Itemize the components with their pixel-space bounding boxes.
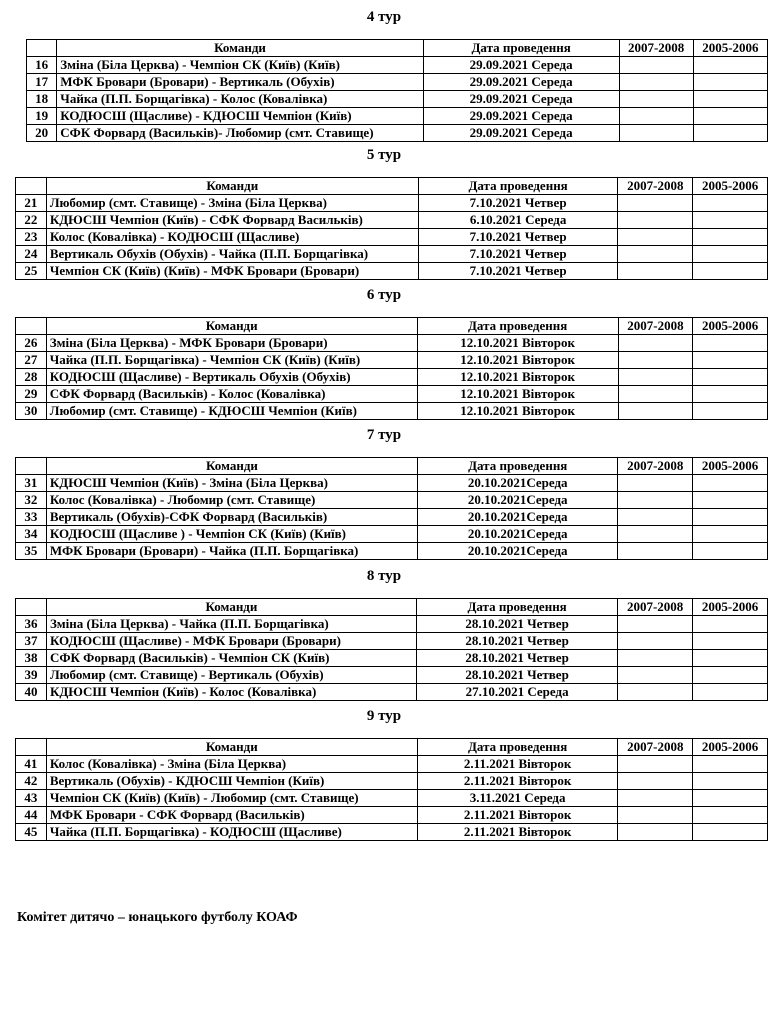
result-2005-2006-cell: [693, 74, 767, 91]
match-date: 7.10.2021 Четвер: [418, 195, 618, 212]
round-title: 6 тур: [366, 287, 402, 303]
match-date: 12.10.2021 Вівторок: [417, 386, 618, 403]
result-2007-2008-cell: [618, 616, 693, 633]
table-row: [16, 616, 768, 633]
result-2007-2008-cell: [618, 807, 693, 824]
header-number-cell: [16, 739, 47, 756]
match-teams: Любомир (смт. Ставище) - КДЮСШ Чемпіон (Київ): [46, 403, 417, 420]
match-number: 38: [16, 650, 47, 667]
result-2007-2008-cell: [618, 195, 693, 212]
table-row: [16, 650, 768, 667]
result-2007-2008-cell: [618, 229, 693, 246]
table-row: [16, 543, 768, 560]
match-date: 12.10.2021 Вівторок: [417, 369, 618, 386]
round-title: 5 тур: [366, 147, 402, 163]
result-2007-2008-cell: [618, 633, 693, 650]
match-teams: МФК Бровари - СФК Форвард (Васильків): [46, 807, 417, 824]
header-teams: Команди: [46, 739, 417, 756]
result-2005-2006-cell: [693, 790, 768, 807]
match-teams: Чемпіон СК (Київ) (Київ) - Любомир (смт. Ставище): [46, 790, 417, 807]
table-row: [16, 246, 768, 263]
header-teams: Команди: [46, 318, 417, 335]
table-header-row: [27, 40, 768, 57]
header-age-2007-2008: 2007-2008: [618, 458, 693, 475]
match-number: 26: [16, 335, 47, 352]
result-2007-2008-cell: [618, 790, 693, 807]
match-teams: КОДЮСШ (Щасливе) - Вертикаль Обухів (Обухів): [46, 369, 417, 386]
match-teams: Чайка (П.П. Борщагівка) - Чемпіон СК (Київ) (Київ): [46, 352, 417, 369]
header-date: Дата проведення: [417, 739, 618, 756]
result-2005-2006-cell: [693, 57, 767, 74]
table-row: [27, 125, 768, 142]
result-2007-2008-cell: [619, 108, 693, 125]
header-date: Дата проведення: [418, 178, 618, 195]
table-row: [16, 263, 768, 280]
result-2007-2008-cell: [618, 773, 693, 790]
match-teams: СФК Форвард (Васильків) - Чемпіон СК (Київ): [46, 650, 416, 667]
header-teams: Команди: [46, 458, 417, 475]
result-2007-2008-cell: [618, 403, 693, 420]
match-teams: КОДЮСШ (Щасливе) - КДЮСШ Чемпіон (Київ): [57, 108, 423, 125]
match-date: 28.10.2021 Четвер: [416, 633, 617, 650]
result-2007-2008-cell: [618, 824, 693, 841]
result-2005-2006-cell: [693, 684, 768, 701]
match-number: 22: [16, 212, 47, 229]
table-header-row: [16, 318, 768, 335]
result-2007-2008-cell: [618, 369, 693, 386]
match-date: 28.10.2021 Четвер: [416, 667, 617, 684]
match-number: 43: [16, 790, 47, 807]
result-2007-2008-cell: [618, 352, 693, 369]
table-row: [16, 667, 768, 684]
table-row: [16, 369, 768, 386]
result-2007-2008-cell: [618, 386, 693, 403]
match-date: 12.10.2021 Вівторок: [417, 335, 618, 352]
result-2005-2006-cell: [693, 492, 768, 509]
match-number: 29: [16, 386, 47, 403]
match-number: 44: [16, 807, 47, 824]
result-2007-2008-cell: [618, 246, 693, 263]
footer-committee: Комітет дитячо – юнацького футболу КОАФ: [17, 910, 298, 925]
match-number: 30: [16, 403, 47, 420]
result-2007-2008-cell: [618, 526, 693, 543]
match-date: 20.10.2021Середа: [418, 492, 618, 509]
round-table: [15, 457, 768, 560]
match-teams: Любомир (смт. Ставище) - Зміна (Біла Церква): [46, 195, 418, 212]
result-2007-2008-cell: [618, 684, 693, 701]
match-teams: Колос (Ковалівка) - КОДЮСШ (Щасливе): [46, 229, 418, 246]
result-2005-2006-cell: [693, 246, 768, 263]
result-2005-2006-cell: [693, 650, 768, 667]
match-number: 16: [27, 57, 57, 74]
match-teams: Любомир (смт. Ставище) - Вертикаль (Обухів): [46, 667, 416, 684]
match-teams: СФК Форвард (Васильків) - Колос (Ковалівка): [46, 386, 417, 403]
header-date: Дата проведення: [417, 318, 618, 335]
table-header-row: [16, 458, 768, 475]
match-teams: Вертикаль Обухів (Обухів) - Чайка (П.П. Борщагівка): [46, 246, 418, 263]
match-number: 42: [16, 773, 47, 790]
header-number-cell: [16, 599, 47, 616]
result-2005-2006-cell: [693, 229, 768, 246]
match-date: 20.10.2021Середа: [418, 526, 618, 543]
match-number: 32: [16, 492, 47, 509]
header-teams: Команди: [57, 40, 423, 57]
match-date: 12.10.2021 Вівторок: [417, 403, 618, 420]
round-table: [15, 177, 768, 280]
match-number: 23: [16, 229, 47, 246]
match-date: 2.11.2021 Вівторок: [417, 824, 618, 841]
table-row: [16, 684, 768, 701]
table-row: [16, 212, 768, 229]
match-date: 7.10.2021 Четвер: [418, 246, 618, 263]
match-teams: КДЮСШ Чемпіон (Київ) - Колос (Ковалівка): [46, 684, 416, 701]
match-date: 12.10.2021 Вівторок: [417, 352, 618, 369]
result-2007-2008-cell: [618, 543, 693, 560]
header-date: Дата проведення: [423, 40, 619, 57]
header-age-2005-2006: 2005-2006: [693, 318, 768, 335]
table-row: [16, 335, 768, 352]
result-2005-2006-cell: [693, 335, 768, 352]
header-number-cell: [16, 458, 47, 475]
match-teams: КОДЮСШ (Щасливе) - МФК Бровари (Бровари): [46, 633, 416, 650]
result-2007-2008-cell: [618, 263, 693, 280]
match-number: 45: [16, 824, 47, 841]
result-2007-2008-cell: [618, 509, 693, 526]
match-teams: Чайка (П.П. Борщагівка) - Колос (Ковалівка): [57, 91, 423, 108]
match-teams: СФК Форвард (Васильків)- Любомир (смт. Ставище): [57, 125, 423, 142]
table-row: [16, 475, 768, 492]
match-number: 35: [16, 543, 47, 560]
match-teams: Зміна (Біла Церква) - МФК Бровари (Бровари): [46, 335, 417, 352]
result-2005-2006-cell: [693, 773, 768, 790]
table-row: [16, 509, 768, 526]
header-age-2007-2008: 2007-2008: [619, 40, 693, 57]
result-2005-2006-cell: [693, 509, 768, 526]
match-date: 7.10.2021 Четвер: [418, 229, 618, 246]
header-age-2005-2006: 2005-2006: [693, 40, 767, 57]
result-2005-2006-cell: [693, 475, 768, 492]
header-age-2005-2006: 2005-2006: [693, 739, 768, 756]
header-age-2005-2006: 2005-2006: [693, 599, 768, 616]
match-number: 39: [16, 667, 47, 684]
table-row: [16, 403, 768, 420]
match-date: 28.10.2021 Четвер: [416, 650, 617, 667]
result-2007-2008-cell: [619, 74, 693, 91]
match-number: 33: [16, 509, 47, 526]
header-age-2007-2008: 2007-2008: [618, 318, 693, 335]
round-table: [15, 317, 768, 420]
match-number: 17: [27, 74, 57, 91]
header-number-cell: [16, 178, 47, 195]
result-2007-2008-cell: [618, 335, 693, 352]
match-number: 41: [16, 756, 47, 773]
result-2007-2008-cell: [619, 91, 693, 108]
match-number: 27: [16, 352, 47, 369]
header-teams: Команди: [46, 599, 416, 616]
match-number: 19: [27, 108, 57, 125]
result-2007-2008-cell: [618, 756, 693, 773]
match-date: 7.10.2021 Четвер: [418, 263, 618, 280]
match-number: 34: [16, 526, 47, 543]
round-title: 4 тур: [366, 9, 402, 25]
table-row: [27, 108, 768, 125]
table-row: [16, 790, 768, 807]
match-number: 31: [16, 475, 47, 492]
table-header-row: [16, 739, 768, 756]
result-2005-2006-cell: [693, 526, 768, 543]
table-row: [16, 229, 768, 246]
result-2005-2006-cell: [693, 633, 768, 650]
table-row: [16, 195, 768, 212]
result-2005-2006-cell: [693, 616, 768, 633]
match-date: 2.11.2021 Вівторок: [417, 773, 618, 790]
match-number: 24: [16, 246, 47, 263]
result-2005-2006-cell: [693, 108, 767, 125]
round-table: [15, 598, 768, 701]
round-title: 7 тур: [366, 427, 402, 443]
match-date: 2.11.2021 Вівторок: [417, 756, 618, 773]
match-teams: Вертикаль (Обухів)-СФК Форвард (Васильків): [46, 509, 417, 526]
match-teams: Вертикаль (Обухів) - КДЮСШ Чемпіон (Київ): [46, 773, 417, 790]
table-row: [27, 74, 768, 91]
table-row: [16, 633, 768, 650]
header-age-2007-2008: 2007-2008: [618, 599, 693, 616]
result-2005-2006-cell: [693, 195, 768, 212]
table-row: [16, 807, 768, 824]
round-title: 9 тур: [366, 708, 402, 724]
header-number-cell: [16, 318, 47, 335]
result-2005-2006-cell: [693, 125, 767, 142]
match-number: 28: [16, 369, 47, 386]
header-date: Дата проведення: [418, 458, 618, 475]
result-2007-2008-cell: [618, 650, 693, 667]
table-row: [16, 352, 768, 369]
table-row: [16, 526, 768, 543]
match-date: 6.10.2021 Середа: [418, 212, 618, 229]
result-2005-2006-cell: [693, 403, 768, 420]
result-2007-2008-cell: [618, 212, 693, 229]
table-row: [16, 824, 768, 841]
match-date: 20.10.2021Середа: [418, 475, 618, 492]
round-table: [26, 39, 768, 142]
result-2007-2008-cell: [618, 492, 693, 509]
match-date: 20.10.2021Середа: [418, 509, 618, 526]
table-row: [16, 386, 768, 403]
match-teams: Чайка (П.П. Борщагівка) - КОДЮСШ (Щасливе): [46, 824, 417, 841]
result-2005-2006-cell: [693, 91, 767, 108]
header-number-cell: [27, 40, 57, 57]
table-row: [16, 492, 768, 509]
match-teams: Чемпіон СК (Київ) (Київ) - МФК Бровари (Бровари): [46, 263, 418, 280]
round-title: 8 тур: [366, 568, 402, 584]
result-2007-2008-cell: [619, 125, 693, 142]
result-2007-2008-cell: [618, 667, 693, 684]
header-age-2005-2006: 2005-2006: [693, 458, 768, 475]
match-date: 29.09.2021 Середа: [423, 91, 619, 108]
match-teams: Зміна (Біла Церква) - Чемпіон СК (Київ) (Київ): [57, 57, 423, 74]
header-teams: Команди: [46, 178, 418, 195]
match-teams: КДЮСШ Чемпіон (Київ) - СФК Форвард Васильків): [46, 212, 418, 229]
match-date: 27.10.2021 Середа: [416, 684, 617, 701]
match-teams: КДЮСШ Чемпіон (Київ) - Зміна (Біла Церква): [46, 475, 417, 492]
match-teams: МФК Бровари (Бровари) - Вертикаль (Обухів): [57, 74, 423, 91]
match-date: 29.09.2021 Середа: [423, 108, 619, 125]
match-date: 2.11.2021 Вівторок: [417, 807, 618, 824]
result-2005-2006-cell: [693, 352, 768, 369]
match-teams: МФК Бровари (Бровари) - Чайка (П.П. Борщагівка): [46, 543, 417, 560]
header-date: Дата проведення: [416, 599, 617, 616]
match-teams: КОДЮСШ (Щасливе ) - Чемпіон СК (Київ) (Київ): [46, 526, 417, 543]
header-age-2007-2008: 2007-2008: [618, 178, 693, 195]
table-header-row: [16, 178, 768, 195]
match-date: 3.11.2021 Середа: [417, 790, 618, 807]
result-2007-2008-cell: [618, 475, 693, 492]
match-number: 37: [16, 633, 47, 650]
table-header-row: [16, 599, 768, 616]
match-number: 20: [27, 125, 57, 142]
match-date: 29.09.2021 Середа: [423, 125, 619, 142]
table-row: [16, 773, 768, 790]
match-date: 20.10.2021Середа: [418, 543, 618, 560]
table-row: [16, 756, 768, 773]
result-2007-2008-cell: [619, 57, 693, 74]
match-teams: Зміна (Біла Церква) - Чайка (П.П. Борщагівка): [46, 616, 416, 633]
match-number: 25: [16, 263, 47, 280]
table-row: [27, 91, 768, 108]
match-date: 28.10.2021 Четвер: [416, 616, 617, 633]
header-age-2007-2008: 2007-2008: [618, 739, 693, 756]
match-number: 21: [16, 195, 47, 212]
match-teams: Колос (Ковалівка) - Любомир (смт. Ставище): [46, 492, 417, 509]
result-2005-2006-cell: [693, 263, 768, 280]
result-2005-2006-cell: [693, 369, 768, 386]
match-number: 40: [16, 684, 47, 701]
match-number: 18: [27, 91, 57, 108]
result-2005-2006-cell: [693, 824, 768, 841]
header-age-2005-2006: 2005-2006: [693, 178, 768, 195]
round-table: [15, 738, 768, 841]
match-teams: Колос (Ковалівка) - Зміна (Біла Церква): [46, 756, 417, 773]
result-2005-2006-cell: [693, 543, 768, 560]
result-2005-2006-cell: [693, 212, 768, 229]
result-2005-2006-cell: [693, 756, 768, 773]
match-date: 29.09.2021 Середа: [423, 74, 619, 91]
table-row: [27, 57, 768, 74]
match-date: 29.09.2021 Середа: [423, 57, 619, 74]
result-2005-2006-cell: [693, 386, 768, 403]
match-number: 36: [16, 616, 47, 633]
result-2005-2006-cell: [693, 807, 768, 824]
result-2005-2006-cell: [693, 667, 768, 684]
